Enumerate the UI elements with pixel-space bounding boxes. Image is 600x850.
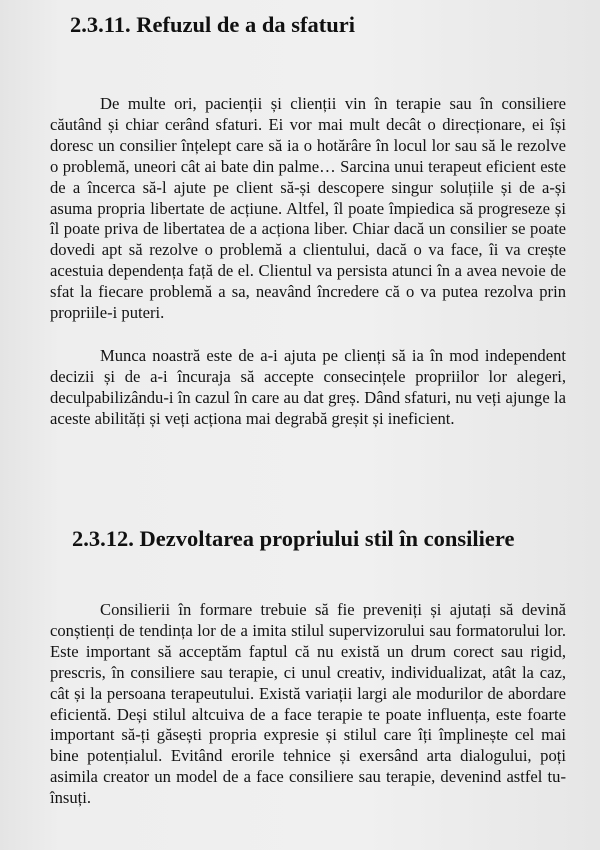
section-heading-stil: 2.3.12. Dezvoltarea propriului stil în consiliere xyxy=(72,526,515,551)
paragraph-3: Consilierii în formare trebuie să fie preveniți și ajutați să devină conștienți de tendința lor de a imita stilul supervizorului sau formatorului lor. Este important să acceptăm faptul că nu există un drum corect sau rigid, prescris, în consiliere sau terapie, ci unul creativ, individualizat, atât la caz, cât și la persoana terapeutului. Există variații largi ale modurilor de abordare eficientă. Deși stilul altcuiva de a face terapie te poate influența, este foarte important să-ți găsești propria expresie și stilul care îți împlinește cel mai bine potențialul. Evitând erorile tehnice și exersând arta dialogului, poți asimila creator un model de a face consiliere sau terapie, devenind astfel tu-însuți. xyxy=(50,600,566,808)
section-heading-refuzul: 2.3.11. Refuzul de a da sfaturi xyxy=(70,12,356,37)
paragraph-1: De multe ori, pacienții și clienții vin în terapie sau în consiliere căutând și chiar cerând sfaturi. Ei vor mai mult decât o direcționare, ei își doresc un consilier înțelept care să ia o hotărâre în locul lor sau să le rezolve o problemă, uneori cât ai bate din palme… Sarcina unui terapeut eficient este de a încerca să-l ajute pe client să-și descopere singur soluțiile și de a-și asuma propria libertate de acțiune. Altfel, îl poate împiedica să progreseze și îl poate priva de libertatea de a acționa liber. Chiar dacă un consilier se poate dovedi apt să rezolve o problemă a clientului, dacă o va face, îi va crește acestuia dependența față de el. Clientul va persista atunci în a avea nevoie de sfat la fiecare problemă a sa, neavând încredere că o va putea rezolva prin propriile-i puteri. xyxy=(50,94,566,323)
paragraph-2: Munca noastră este de a-i ajuta pe clienți să ia în mod independent decizii și de a-i încuraja să accepte consecințele propriilor lor alegeri, deculpabilizându-i în cazul în care au dat greș. Dând sfaturi, nu veți ajunge la aceste abilități și veți acționa mai degrabă greșit și ineficient. xyxy=(50,346,566,428)
